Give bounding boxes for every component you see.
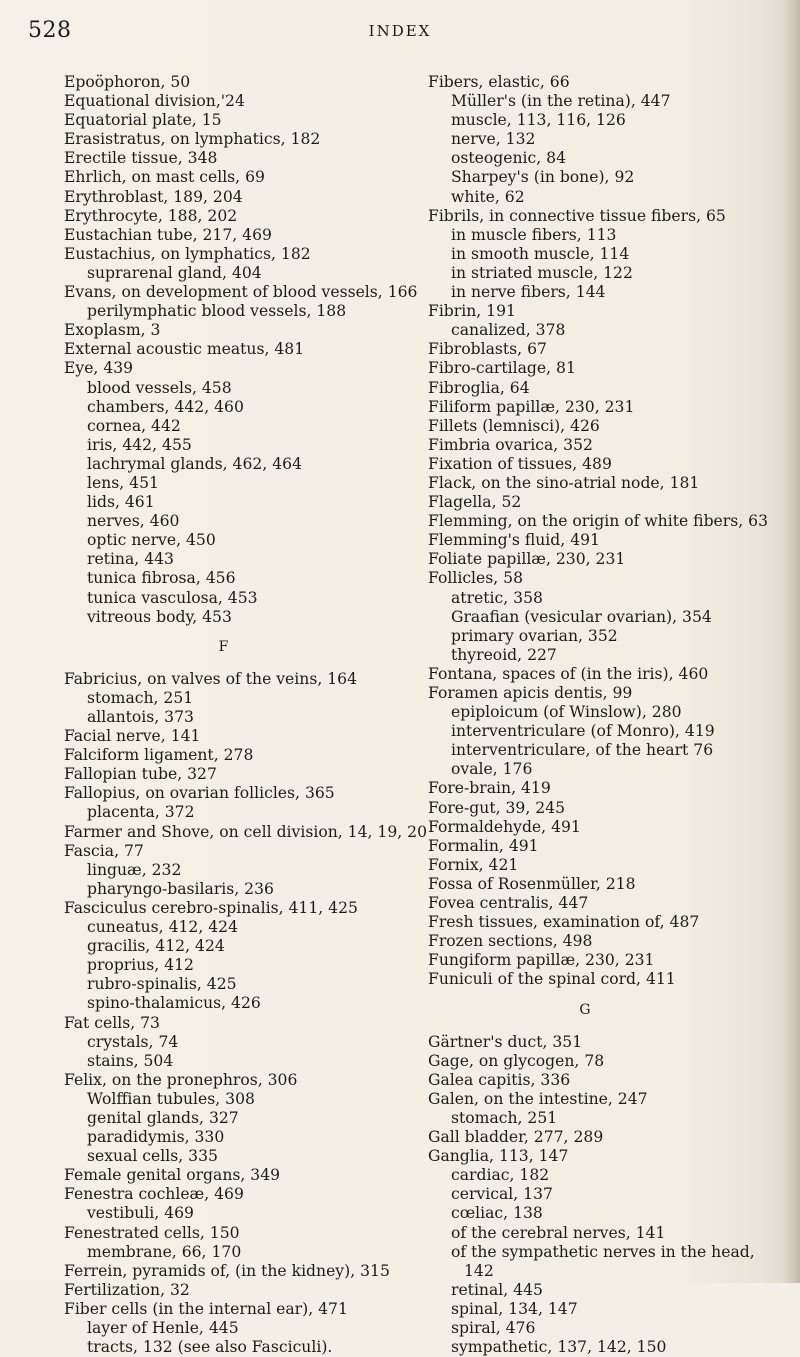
index-subentry: allantois, 373	[87, 708, 194, 726]
index-entry: Fibers, elastic, 66	[428, 73, 570, 91]
index-subentry: spiral, 476	[451, 1319, 536, 1337]
index-subentry: vitreous body, 453	[87, 607, 232, 626]
index-subentry: blood vessels, 458	[87, 378, 232, 397]
index-entry: Equatorial plate, 15	[64, 111, 222, 130]
index-subentry: tunica vasculosa, 453	[87, 588, 258, 607]
index-subentry: sympathetic, 137, 142, 150	[451, 1338, 667, 1357]
index-entry: Flack, on the sino-atrial node, 181	[428, 473, 700, 492]
index-subentry: Müller's (in the retina), 447	[451, 92, 671, 111]
index-subentry: linguæ, 232	[87, 860, 182, 879]
index-subentry: stomach, 251	[451, 1108, 558, 1127]
index-subentry: crystals, 74	[87, 1032, 179, 1051]
index-entry: Galea capitis, 336	[428, 1070, 571, 1089]
index-subentry: perilymphatic blood vessels, 188	[87, 302, 347, 321]
index-subentry: Sharpey's (in bone), 92	[451, 168, 635, 187]
index-entry: Felix, on the pronephros, 306	[64, 1070, 298, 1089]
index-subentry: retina, 443	[87, 550, 174, 569]
index-subentry: stomach, 251	[87, 688, 194, 707]
index-entry: External acoustic meatus, 481	[64, 340, 305, 359]
index-subentry: white, 62	[451, 187, 525, 206]
index-subentry: cervical, 137	[451, 1185, 553, 1204]
index-entry: Fenestra cochleæ, 469	[64, 1185, 244, 1204]
index-entry: Fossa of Rosenmüller, 218	[428, 874, 636, 893]
index-entry: Fungiform papillæ, 230, 231	[428, 951, 655, 970]
index-entry: Foliate papillæ, 230, 231	[428, 550, 626, 569]
index-subentry: muscle, 113, 116, 126	[451, 111, 626, 130]
index-entry: Fibro-cartilage, 81	[428, 359, 576, 378]
index-subentry: chambers, 442, 460	[87, 397, 244, 416]
index-subentry: cardiac, 182	[451, 1166, 550, 1185]
index-subentry: in smooth muscle, 114	[451, 244, 630, 263]
index-entry: Fovea centralis, 447	[428, 894, 589, 913]
index-subentry: of the sympathetic nerves in the head,	[451, 1242, 755, 1261]
index-entry: Fiber cells (in the internal ear), 471	[64, 1299, 348, 1318]
index-entry: Frozen sections, 498	[428, 932, 593, 951]
index-entry: Fenestrated cells, 150	[64, 1223, 240, 1242]
index-entry: Fibroglia, 64	[428, 378, 530, 397]
index-entry: Fillets (lemnisci), 426	[428, 416, 600, 435]
index-subentry: in nerve fibers, 144	[451, 283, 606, 302]
index-entry: Follicles, 58	[428, 569, 524, 588]
index-subentry: atretic, 358	[451, 588, 543, 607]
index-subentry: nerves, 460	[87, 512, 180, 531]
index-entry: Eye, 439	[64, 359, 134, 378]
index-subentry: spinal, 134, 147	[451, 1299, 578, 1318]
index-column-right	[428, 73, 783, 1357]
index-entry: Fore-brain, 419	[428, 779, 551, 798]
index-entry: Farmer and Shove, on cell division, 14, 19, 20	[64, 822, 428, 841]
index-entry: Ganglia, 113, 147	[428, 1147, 569, 1166]
index-subentry: nerve, 132	[451, 130, 536, 149]
index-entry: Fresh tissues, examination of, 487	[428, 913, 700, 932]
index-entry: Fontana, spaces of (in the iris), 460	[428, 664, 709, 683]
index-subentry: in striated muscle, 122	[451, 263, 633, 282]
index-entry: Fertilization, 32	[64, 1280, 190, 1299]
index-subentry: primary ovarian, 352	[451, 626, 618, 645]
index-subentry: in muscle fibers, 113	[451, 225, 617, 244]
index-entry: Foramen apicis dentis, 99	[428, 684, 633, 702]
index-entry: Eustachian tube, 217, 469	[64, 225, 272, 244]
index-entry: Gage, on glycogen, 78	[428, 1051, 605, 1070]
index-subentry: spino-thalamicus, 426	[87, 994, 261, 1013]
index-entry: Female genital organs, 349	[64, 1166, 281, 1185]
running-head: INDEX	[368, 22, 432, 40]
index-subentry: layer of Henle, 445	[87, 1319, 239, 1337]
index-subentry: interventriculare (of Monro), 419	[451, 722, 715, 741]
index-entry: Filiform papillæ, 230, 231	[428, 397, 635, 416]
index-entry: Fibrils, in connective tissue fibers, 65	[428, 206, 726, 225]
index-entry: Exoplasm, 3	[64, 321, 161, 340]
index-subentry: cornea, 442	[87, 416, 181, 435]
index-subentry: placenta, 372	[87, 803, 195, 822]
index-subentry: ovale, 176	[451, 760, 533, 779]
page-number: 528	[28, 18, 72, 43]
index-entry: Formaldehyde, 491	[428, 817, 581, 836]
index-subentry: proprius, 412	[87, 956, 194, 975]
index-entry-continuation: 142	[464, 1261, 494, 1280]
index-subentry: lens, 451	[87, 473, 159, 492]
index-subentry: tunica fibrosa, 456	[87, 569, 236, 588]
index-entry: Fimbria ovarica, 352	[428, 435, 593, 454]
index-subentry: osteogenic, 84	[451, 149, 567, 168]
index-entry: Flemming, on the origin of white fibers, 63	[428, 512, 768, 531]
index-subentry: membrane, 66, 170	[87, 1242, 242, 1261]
page-edge-shadow	[782, 0, 800, 1283]
section-letter: G	[579, 1001, 592, 1018]
index-entry: Eustachius, on lymphatics, 182	[64, 244, 311, 263]
index-subentry: lachrymal glands, 462, 464	[87, 454, 303, 473]
index-subentry: pharyngo-basilaris, 236	[87, 879, 274, 898]
index-entry: Equational division,'24	[64, 92, 245, 111]
index-entry: Epoöphoron, 50	[64, 73, 191, 91]
index-subentry: iris, 442, 455	[87, 435, 192, 454]
index-subentry: cuneatus, 412, 424	[87, 918, 239, 937]
index-column-left	[64, 73, 428, 1357]
index-subentry: epiploicum (of Winslow), 280	[451, 703, 682, 722]
index-entry: Gall bladder, 277, 289	[428, 1128, 604, 1147]
index-entry: Erythroblast, 189, 204	[64, 187, 243, 206]
index-entry: Ferrein, pyramids of, (in the kidney), 315	[64, 1261, 390, 1280]
index-entry: Erythrocyte, 188, 202	[64, 206, 238, 225]
index-subentry: paradidymis, 330	[87, 1128, 225, 1147]
index-entry: Fibroblasts, 67	[428, 340, 547, 359]
index-entry: Flagella, 52	[428, 493, 522, 512]
index-subentry: sexual cells, 335	[87, 1147, 218, 1166]
index-subentry: interventriculare, of the heart 76	[451, 741, 714, 760]
index-entry: Falciform ligament, 278	[64, 746, 254, 765]
index-entry: Erasistratus, on lymphatics, 182	[64, 130, 321, 149]
index-entry: Fat cells, 73	[64, 1013, 160, 1032]
index-entry: Fornix, 421	[428, 855, 519, 874]
index-subentry: vestibuli, 469	[87, 1204, 194, 1223]
index-entry: Fascia, 77	[64, 841, 144, 860]
index-entry: Fallopian tube, 327	[64, 765, 217, 784]
index-entry: Erectile tissue, 348	[64, 149, 218, 168]
index-entry: Gärtner's duct, 351	[428, 1032, 583, 1051]
index-entry: Ehrlich, on mast cells, 69	[64, 168, 265, 187]
index-subentry: Wolffian tubules, 308	[87, 1089, 255, 1108]
section-letter: F	[218, 638, 230, 655]
index-subentry: thyreoid, 227	[451, 645, 557, 664]
index-entry: Fore-gut, 39, 245	[428, 798, 566, 817]
index-subentry: suprarenal gland, 404	[87, 263, 262, 282]
index-entry: Evans, on development of blood vessels, 166	[64, 283, 418, 302]
index-entry: Fibrin, 191	[428, 302, 516, 321]
index-subentry: Graafian (vesicular ovarian), 354	[451, 607, 712, 626]
index-subentry: retinal, 445	[451, 1280, 543, 1299]
index-subentry: optic nerve, 450	[87, 531, 216, 550]
index-entry: Fixation of tissues, 489	[428, 454, 612, 473]
index-entry: Galen, on the intestine, 247	[428, 1089, 648, 1108]
index-subentry: tracts, 132 (see also Fasciculi).	[87, 1338, 333, 1357]
index-entry: Formalin, 491	[428, 836, 539, 855]
index-subentry: stains, 504	[87, 1051, 174, 1070]
index-entry: Funiculi of the spinal cord, 411	[428, 970, 676, 989]
index-subentry: of the cerebral nerves, 141	[451, 1223, 666, 1242]
index-entry: Fallopius, on ovarian follicles, 365	[64, 784, 335, 803]
index-entry: Fasciculus cerebro-spinalis, 411, 425	[64, 898, 358, 917]
index-entry: Flemming's fluid, 491	[428, 531, 600, 550]
index-entry: Fabricius, on valves of the veins, 164	[64, 669, 357, 688]
index-subentry: rubro-spinalis, 425	[87, 975, 237, 994]
index-subentry: lids, 461	[87, 493, 155, 512]
index-subentry: cœliac, 138	[451, 1204, 543, 1223]
index-subentry: gracilis, 412, 424	[87, 937, 225, 956]
index-subentry: canalized, 378	[451, 321, 566, 340]
index-entry: Facial nerve, 141	[64, 727, 201, 746]
index-subentry: genital glands, 327	[87, 1108, 239, 1127]
